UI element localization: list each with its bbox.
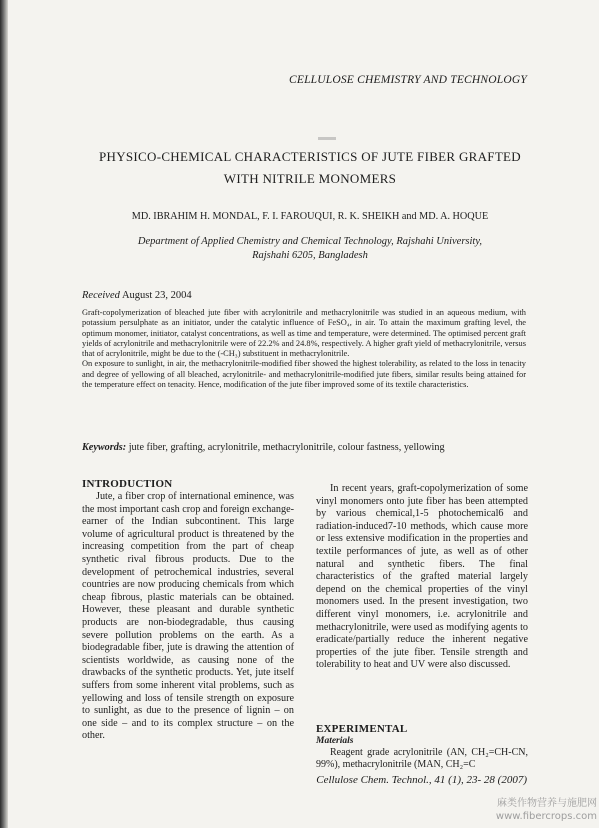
experimental-heading: EXPERIMENTAL	[316, 723, 408, 735]
abstract-paragraph-2: On exposure to sunlight, in air, the methacrylonitrile-modified fiber showed the highest tolerability, as related to the loss in tenacity and degree of yellowing of all bleached, acrylonitrile- and methacrylonitrile-modified jute fibers, similar results being attained for the temperature effect on tenacity. Hence, modification of the jute fiber improved some of its textile characteristics.	[82, 359, 526, 390]
footer-citation: Cellulose Chem. Technol., 41 (1), 23- 28 (2007)	[316, 774, 527, 786]
journal-header: CELLULOSE CHEMISTRY AND TECHNOLOGY	[288, 74, 527, 86]
watermark-line-1: 麻类作物营养与施肥网	[497, 798, 597, 809]
introduction-text: Jute, a fiber crop of international eminence, was the most important cash crop and foreign exchange-earner of the Indian subcontinent. This large volume of agricultural product is threatened by the increasing competition from the part of cheap synthetic rival fibrous products. Due to the development of petrochemical industries, several countries are now producing chemicals from which cheap fibrous, plastic materials can be obtained. However, these pleasant and durable synthetic products are non-biodegradable, thus causing severe pollution problems on the earth. As a biodegradable fiber, jute is drawing the attention of scientists worldwide, as causing none of the drawbacks of the synthetic products. Yet, jute itself suffers from some inherent vital problems, such as yellowing and loss of tensile strength on exposure to sunlight, as due to the presence of lignin – on one side – and to its complex structure – on the other.	[82, 491, 294, 742]
experimental-section	[316, 723, 528, 771]
abstract-paragraph-1: Graft-copolymerization of bleached jute fiber with acrylonitrile and methacrylonitrile was studied in an aqueous medium, with potassium persulphate as an initiator, under the catalytic influence of FeSO₄, in air. To attain the maximum grafting level, the optimum monomer, initiator, catalyst concentrations, as well as time and temperature, were determined. The optimised percent graft yields of acrylonitrile and methacrylonitrile were of 22.2% and 24.8%, respectively. A higher graft yield of methacrylonitrile, versus that of acrylonitrile, might be due to the (-CH₃) substituent in methacrylonitrile.	[82, 308, 526, 359]
affiliation-line-1: Department of Applied Chemistry and Chemical Technology, Rajshahi University,	[137, 236, 483, 247]
received-date	[82, 290, 192, 301]
received-value: August 23, 2004	[121, 290, 192, 301]
scan-smudge	[318, 137, 336, 140]
keywords	[82, 442, 526, 453]
keywords-label: Keywords:	[82, 442, 127, 453]
received-label: Received	[82, 290, 120, 301]
materials-subheading: Materials	[316, 736, 354, 746]
watermark-line-2: www.fibercrops.com	[495, 811, 597, 822]
title-line-2: WITH NITRILE MONOMERS	[223, 171, 397, 186]
right-column	[316, 483, 528, 672]
watermark	[496, 797, 597, 823]
abstract	[82, 308, 526, 390]
authors: MD. IBRAHIM H. MONDAL, F. I. FAROUQUI, R. K. SHEIKH and MD. A. HOQUE	[131, 211, 489, 222]
title-line-1: PHYSICO-CHEMICAL CHARACTERISTICS OF JUTE FIBER GRAFTED	[98, 149, 521, 164]
keywords-text: jute fiber, grafting, acrylonitrile, methacrylonitrile, colour fastness, yellowing	[128, 442, 445, 453]
left-column	[82, 478, 294, 743]
scan-edge	[0, 0, 8, 828]
materials-text: Reagent grade acrylonitrile (AN, CH₂=CH-CN, 99%), methacrylonitrile (MAN, CH₂=C	[316, 747, 528, 770]
affiliation-line-2: Rajshahi 6205, Bangladesh	[252, 250, 368, 261]
right-column-text: In recent years, graft-copolymerization of some vinyl monomers onto jute fiber has been attempted by various chemical,1-5 photochemical6 and radiation-induced7-10 methods, which cause more or less extensive modification in the properties and textile performances of jute, as well as of other natural and synthetic fibers. The final characteristics of the grafted material largely depend on the chemical properties of the vinyl monomers used. In the present investigation, two different vinyl monomers, i.e. acrylonitrile and methacrylonitrile, were used as modifying agents to eradicate/partially reduce the inherent negative properties of the jute fiber. Tensile strength and tolerability to heat and UV were also discussed.	[316, 483, 528, 671]
introduction-heading: INTRODUCTION	[82, 478, 173, 490]
